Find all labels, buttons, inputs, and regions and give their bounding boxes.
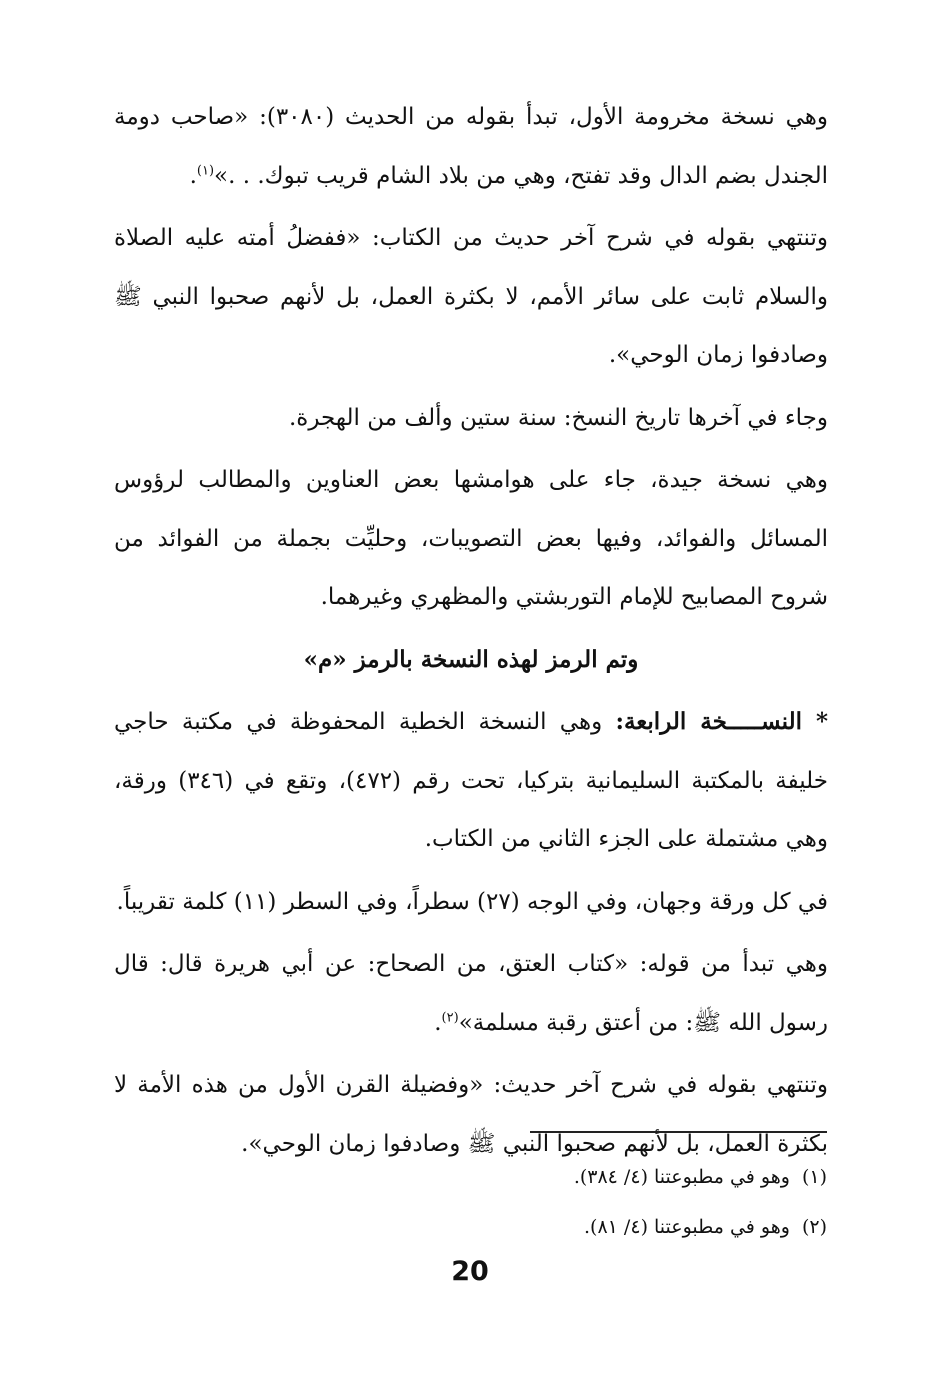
main-text bbox=[114, 88, 828, 1177]
paragraph-8: وتنتهي بقوله في شرح آخر حديث: «وفضيلة القرن الأول من هذه الأمة لا بكثرة العمل، بل لأنهم صحبوا النبي ﷺ وصادفوا زمان الوحي». bbox=[114, 1072, 828, 1157]
paragraph-5 bbox=[114, 693, 828, 869]
footnote-2-number: (٢) bbox=[801, 1216, 827, 1238]
footnote-2 bbox=[400, 1202, 827, 1252]
section-heading: وتم الرمز لهذه النسخة بالرمز «م» bbox=[303, 645, 639, 673]
footnote-1-text: وهو في مطبوعتنا (٤/ ٣٨٤). bbox=[573, 1166, 790, 1188]
paragraph-7-text: وهي تبدأ من قوله: «كتاب العتق، من الصحاح: عن أبي هريرة قال: قال رسول الله ﷺ: من أعتق رقبة مسلمة» bbox=[114, 951, 828, 1036]
footnote-1 bbox=[400, 1152, 827, 1202]
footnote-ref-2: (٢) bbox=[441, 1009, 459, 1025]
paragraph-5-label: * النســـــخة الرابعة: bbox=[615, 708, 828, 735]
page-number: 20 bbox=[451, 1256, 489, 1287]
paragraph-2: وتنتهي بقوله في شرح آخر حديث من الكتاب: «ففضلُ أمته عليه الصلاة والسلام ثابت على سائر الأمم، لا بكثرة العمل، بل لأنهم صحبوا النبي ﷺ وصادفوا زمان الوحي». bbox=[114, 225, 828, 368]
footnote-divider bbox=[530, 1131, 827, 1133]
paragraph-1-text: وهي نسخة مخرومة الأول، تبدأ بقوله من الحديث (٣٠٨٠): «صاحب دومة الجندل بضم الدال وقد تفتح، وهي من بلاد الشام قريب تبوك. . .» bbox=[114, 104, 828, 189]
paragraph-5-text: وهي النسخة الخطية المحفوظة في مكتبة حاجي خليفة بالمكتبة السليمانية بتركيا، تحت رقم (٤٧٢)، وتقع في (٣٤٦) ورقة، وهي مشتملة على الجزء الثاني من الكتاب. bbox=[114, 709, 829, 852]
footnote-ref-1: (١) bbox=[196, 162, 215, 178]
paragraph-3: وجاء في آخرها تاريخ النسخ: سنة ستين وألف من الهجرة. bbox=[288, 404, 828, 431]
footnotes bbox=[400, 1152, 827, 1252]
footnote-1-number: (١) bbox=[801, 1166, 827, 1188]
paragraph-4: وهي نسخة جيدة، جاء على هوامشها بعض العناوين والمطالب لرؤوس المسائل والفوائد، وفيها بعض التصويبات، وحليِّت بجملة من الفوائد من شروح المصابيح للإمام التوربشتي والمظهري وغيرهما. bbox=[114, 467, 828, 610]
paragraph-7-end: . bbox=[434, 1009, 442, 1036]
paragraph-1 bbox=[114, 88, 828, 205]
footnote-2-text: وهو في مطبوعتنا (٤/ ٨١). bbox=[584, 1216, 790, 1238]
paragraph-6: في كل ورقة وجهان، وفي الوجه (٢٧) سطراً، وفي السطر (١١) كلمة تقريباً. bbox=[116, 888, 828, 915]
paragraph-7 bbox=[114, 935, 828, 1052]
paragraph-1-end: . bbox=[189, 162, 197, 189]
